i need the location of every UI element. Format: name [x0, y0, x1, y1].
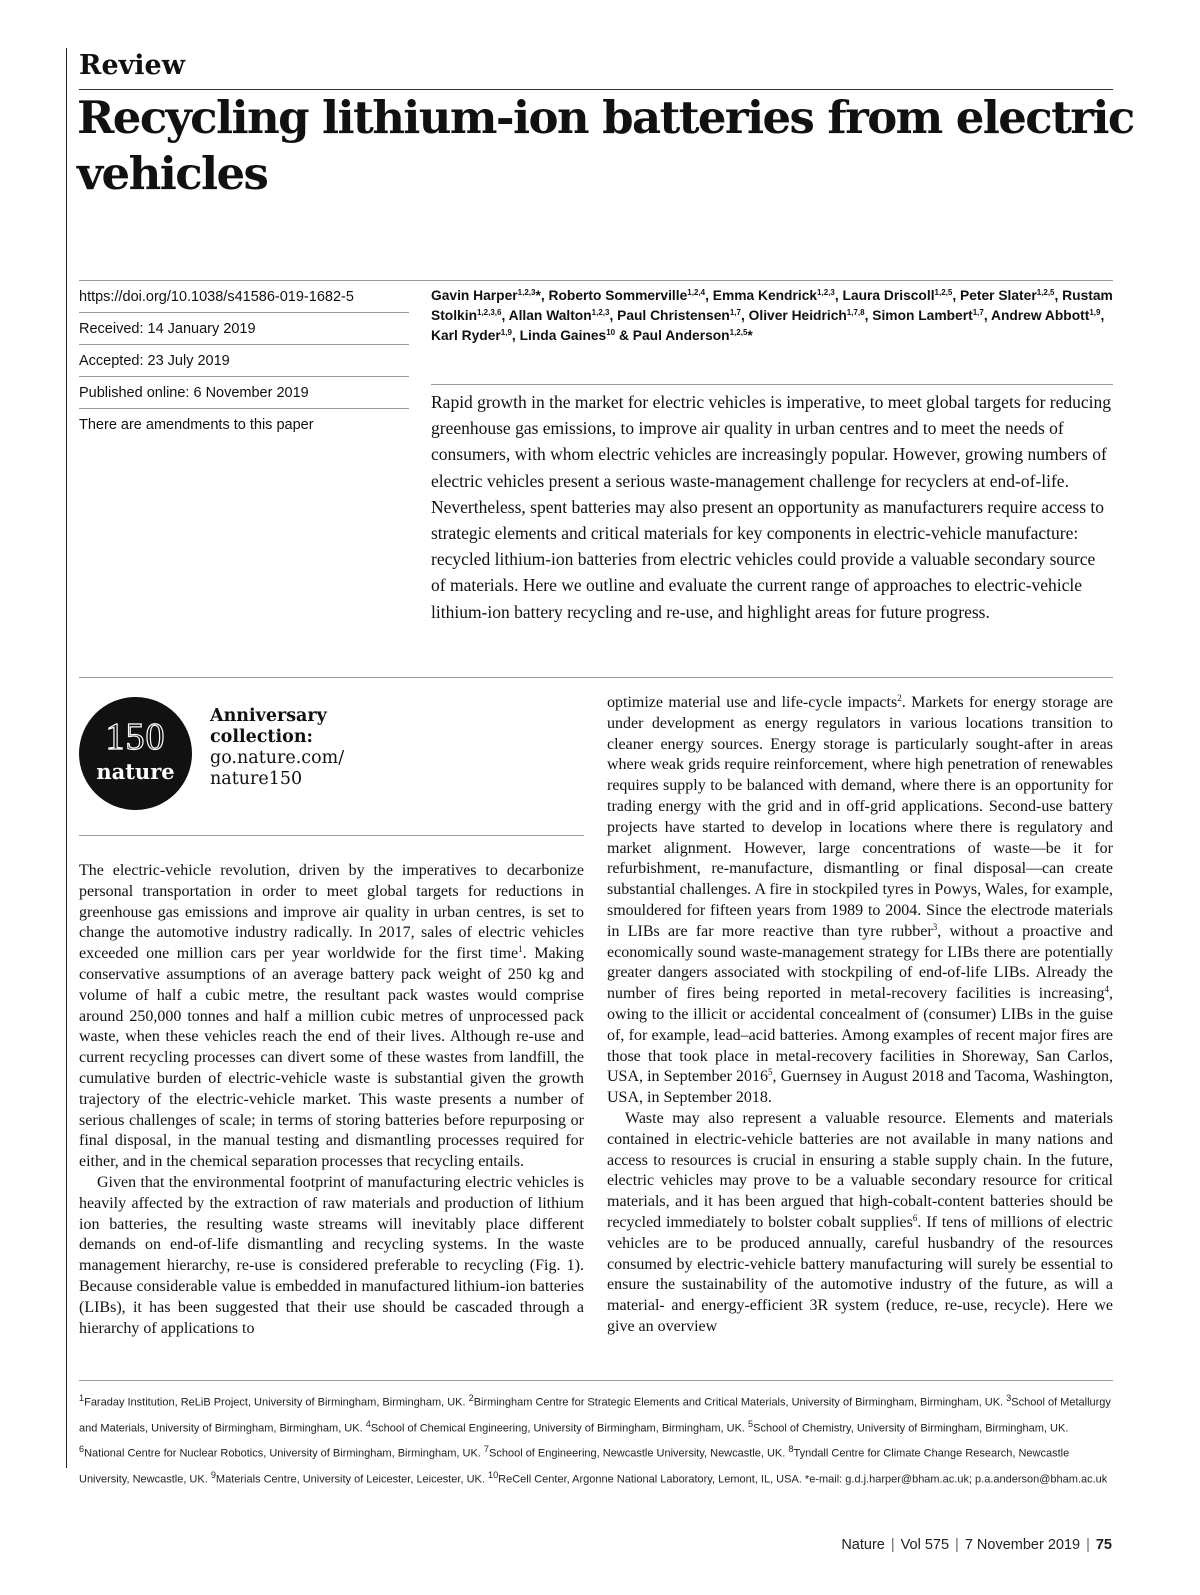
author-affiliation: 1,2,3 [517, 288, 536, 297]
author-affiliation: 1,2,3 [817, 288, 835, 297]
author-name: Allan Walton [508, 308, 592, 323]
anniversary-link-part2[interactable]: nature150 [210, 769, 303, 789]
affiliation-number: 4 [365, 1418, 371, 1429]
author-name: Karl Ryder [431, 328, 501, 343]
reference-mark: 2 [897, 693, 902, 703]
published-date: Published online: 6 November 2019 [79, 377, 409, 409]
author-affiliation: 1,7,8 [846, 308, 865, 317]
author-affiliation: 1,2,3,6 [477, 308, 502, 317]
affiliation-text: Birmingham Centre for Strategic Elements and Critical Materials, University of Birmingham, Birmingham, UK. [473, 1396, 1007, 1409]
author-name: Simon Lambert [872, 308, 973, 323]
affiliation-number: 9 [210, 1469, 216, 1480]
amendments-link[interactable]: There are amendments to this paper [79, 417, 314, 433]
body-paragraph: Waste may also represent a valuable resource. Elements and materials contained in electric-vehicle batteries are not available in many nations and access to resources is crucial in ensuring a stable supply chain. In the future, electric vehicles may prove to be a valuable secondary resource for critical materials, and it has been argued that high-cobalt-content batteries should be recycled immediately to bolster cobalt supplies$^6$. If tens of millions of electric vehicles are to be produced annually, careful husbandry of the resources consumed by electric-vehicle battery manufacturing will surely be essential to ensure the sustainability of the automotive industry of the future, as will a material- and energy-efficient 3R system (reduce, re-use, recycle). Here we give an overview [607, 1109, 1114, 1335]
author-name: Paul Christensen [617, 308, 730, 323]
abstract-divider [431, 384, 1113, 385]
author-name: Laura Driscoll [842, 288, 935, 303]
margin-rule [66, 48, 67, 1468]
footer-separator: | [955, 1537, 959, 1553]
anniversary-callout [210, 706, 410, 790]
author-affiliation: 10 [606, 328, 616, 337]
volume: Vol 575 [900, 1537, 950, 1553]
affiliation-number: 2 [468, 1393, 474, 1403]
article-title: Recycling lithium-ion batteries from electric vehicles [77, 91, 1134, 200]
affiliation-text: School of Engineering, Newcastle University, Newcastle, UK. [489, 1447, 789, 1460]
author-affiliation: 1,7 [729, 308, 741, 317]
author-affiliation: 1,2,4 [687, 288, 706, 297]
page-footer [841, 1537, 1112, 1553]
anniversary-heading: Anniversary collection: [210, 706, 327, 747]
issue-date: 7 November 2019 [964, 1537, 1081, 1553]
author-affiliation: 1,2,5 [729, 328, 748, 337]
author-name: Andrew Abbott [990, 308, 1090, 323]
affiliation-number: 10 [487, 1469, 499, 1480]
article-meta [79, 281, 409, 441]
page-number: 75 [1095, 1537, 1112, 1553]
corresponding-mark: * [535, 288, 541, 303]
affiliation-list [79, 1388, 1113, 1491]
author-affiliation: 1,2,5 [1036, 288, 1055, 297]
affiliation-text: Materials Centre, University of Leicester, Leicester, UK. [215, 1473, 488, 1486]
affiliation-text: Tyndall Centre for Climate Change Research, Newcastle University, Newcastle, UK. [79, 1447, 1070, 1486]
journal-name: Nature [841, 1537, 885, 1553]
author-affiliation: 1,7 [972, 308, 984, 317]
affiliation-text: National Centre for Nuclear Robotics, University of Birmingham, Birmingham, UK. [84, 1447, 484, 1460]
author-affiliation: 1,9 [1089, 308, 1101, 317]
affiliation-text: ReCell Center, Argonne National Laboratory, Lemont, IL, USA. [498, 1473, 805, 1486]
author-list: Gavin Harper$^{1,2,3}$*, Roberto Sommerville$^{1,2,4}$, Emma Kendrick$^{1,2,3}$, Laura Driscoll$^{1,2,5}$, Peter Slater$^{1,2,5}$, Rustam Stolkin$^{1,2,3,6}$, Allan Walton$^{1,2,3}$, Paul Christensen$^{1,7}$, Oliver Heidrich$^{1,7,8}$, Simon Lambert$^{1,7}$, Andrew Abbott$^{1,9}$, Karl Ryder$^{1,9}$, Linda Gaines$^{10}$ & Paul Anderson$^{1,2,5}$* [431, 288, 1113, 343]
author-name: Rustam Stolkin [431, 288, 1113, 323]
affiliation-text: Faraday Institution, ReLiB Project, University of Birmingham, Birmingham, UK. [84, 1396, 469, 1409]
reference-mark: 4 [1104, 984, 1109, 995]
affiliation-number: 3 [1006, 1393, 1012, 1403]
author-name: Peter Slater [960, 288, 1037, 303]
affiliation-text: School of Metallurgy and Materials, University of Birmingham, Birmingham, UK. [79, 1396, 1111, 1435]
affiliation-number: 6 [79, 1444, 85, 1455]
affiliation-number: 5 [748, 1418, 754, 1429]
body-column-right [607, 693, 1113, 1338]
footer-separator: | [1086, 1537, 1090, 1553]
affiliation-number: 8 [788, 1444, 794, 1455]
doi-link[interactable]: https://doi.org/10.1038/s41586-019-1682-5 [79, 281, 409, 313]
author-affiliation: 1,2,5 [934, 288, 953, 297]
author-affiliation: 1,2,3 [591, 308, 610, 317]
accepted-date: Accepted: 23 July 2019 [79, 345, 409, 377]
author-name: Emma Kendrick [712, 288, 818, 303]
body-divider [79, 677, 1113, 678]
received-date: Received: 14 January 2019 [79, 313, 409, 345]
affiliation-text: School of Chemistry, University of Birmingham, Birmingham, UK. [753, 1422, 1069, 1435]
reference-mark: 5 [768, 1067, 773, 1078]
author-name: Roberto Sommerville [548, 288, 688, 303]
footnote-divider [79, 1380, 1113, 1381]
author-name: Linda Gaines [519, 328, 607, 343]
author-name: Oliver Heidrich [748, 308, 847, 323]
reference-mark: 6 [912, 1212, 918, 1223]
body-paragraph: optimize material use and life-cycle impacts$^2$. Markets for energy storage are under development as energy regulators in various locations transition to cleaner energy sources. Energy storage is particularly sought-after in areas where weak grids require reinforcement, where high penetration of renewables requires supply to be balanced with demand, where there is an opportunity for trading energy with the grid and in off-grid applications. Second-use battery projects have started to develop in locations where there is regulatory and market alignment. However, large concentrations of waste—be it for refurbishment, re-manufacture, dismantling or final disposal—can create substantial challenges. A fire in stockpiled tyres in Powys, Wales, for example, smouldered for fifteen years from 1989 to 2004. Since the electrode materials in LIBs are far more reactive than tyre rubber$^3$, without a proactive and economically sound waste-management strategy for LIBs there are potentially greater dangers associated with stockpiling of end-of-life LIBs. Already the number of fires being reported in metal-recovery facilities is increasing$^4$, owing to the illicit or accidental concealment of (consumer) LIBs in the guise of, for example, lead–acid batteries. Among examples of recent major fires are those that took place in metal-recovery facilities in Shoreway, San Carlos, USA, in September 2016$^5$, Guernsey in August 2018 and Tacoma, Washington, USA, in September 2018. [607, 693, 1114, 1107]
footer-separator: | [890, 1537, 895, 1553]
reference-mark: 1 [518, 944, 523, 955]
author-affiliation: 1,9 [500, 328, 512, 337]
body-column-left [79, 861, 584, 1339]
affiliation-number: 7 [483, 1444, 489, 1455]
body-paragraph: The electric-vehicle revolution, driven by the imperatives to decarbonize personal transportation in order to meet global targets for reductions in greenhouse gas emissions and improve air quality in urban centres, is set to change the automotive industry radically. In 2017, sales of electric vehicles exceeded one million cars per year worldwide for the first time$^1$. Making conservative assumptions of an average battery pack weight of 250 kg and volume of half a cubic metre, the resultant pack wastes would comprise around 250,000 tonnes and half a million cubic metres of unprocessed pack waste, when these vehicles reach the end of their lives. Although re-use and current recycling processes can divert some of these wastes from landfill, the cumulative burden of electric-vehicle waste is substantial given the growth trajectory of the electric-vehicle market. This waste presents a number of serious challenges of scale; in terms of storing batteries before repurposing or final disposal, in the manual testing and dismantling processes required for either, and in the chemical separation processes that recycling entails. [79, 862, 584, 1171]
affiliations [79, 1388, 1113, 1491]
reference-mark: 3 [932, 921, 938, 932]
column-divider [79, 835, 584, 836]
contact-email: *e-mail: g.d.j.harper@bham.ac.uk; p.a.anderson@bham.ac.uk [804, 1473, 1108, 1486]
abstract: Rapid growth in the market for electric vehicles is imperative, to meet global targets for reducing greenhouse gas emissions, to improve air quality in urban centres and to meet the needs of consumers, with whom electric vehicles are increasingly popular. However, growing numbers of electric vehicles present a serious waste-management challenge for recyclers at end-of-life. Nevertheless, spent batteries may also present an opportunity as manufacturers require access to strategic elements and critical materials for key components in electric-vehicle manufacture: recycled lithium-ion batteries from electric vehicles could provide a valuable secondary source of materials. Here we outline and evaluate the current range of approaches to electric-vehicle lithium-ion battery recycling and re-use, and highlight areas for future progress. [431, 392, 1112, 622]
section-label: Review [79, 50, 185, 81]
nature-150-logo [79, 697, 192, 810]
author-name: Paul Anderson [632, 328, 730, 343]
corresponding-mark: * [747, 328, 753, 343]
affiliation-text: School of Chemical Engineering, University of Birmingham, Birmingham, UK. [370, 1422, 749, 1435]
logo-wordmark: nature [96, 759, 175, 784]
logo-number: 150 [105, 716, 166, 758]
affiliation-number: 1 [79, 1393, 85, 1403]
anniversary-link-part1[interactable]: go.nature.com/ [210, 748, 345, 768]
author-name: Gavin Harper [431, 288, 518, 303]
body-paragraph: Given that the environmental footprint of manufacturing electric vehicles is heavily affected by the extraction of raw materials and production of lithium ion batteries, the resulting waste streams will inevitably place different demands on end-of-life dismantling and recycling systems. In the waste management hierarchy, re-use is considered preferable to recycling (Fig. 1). Because considerable value is embedded in manufactured lithium-ion batteries (LIBs), it has been suggested that their use should be cascaded through a hierarchy of applications to [79, 1173, 584, 1337]
